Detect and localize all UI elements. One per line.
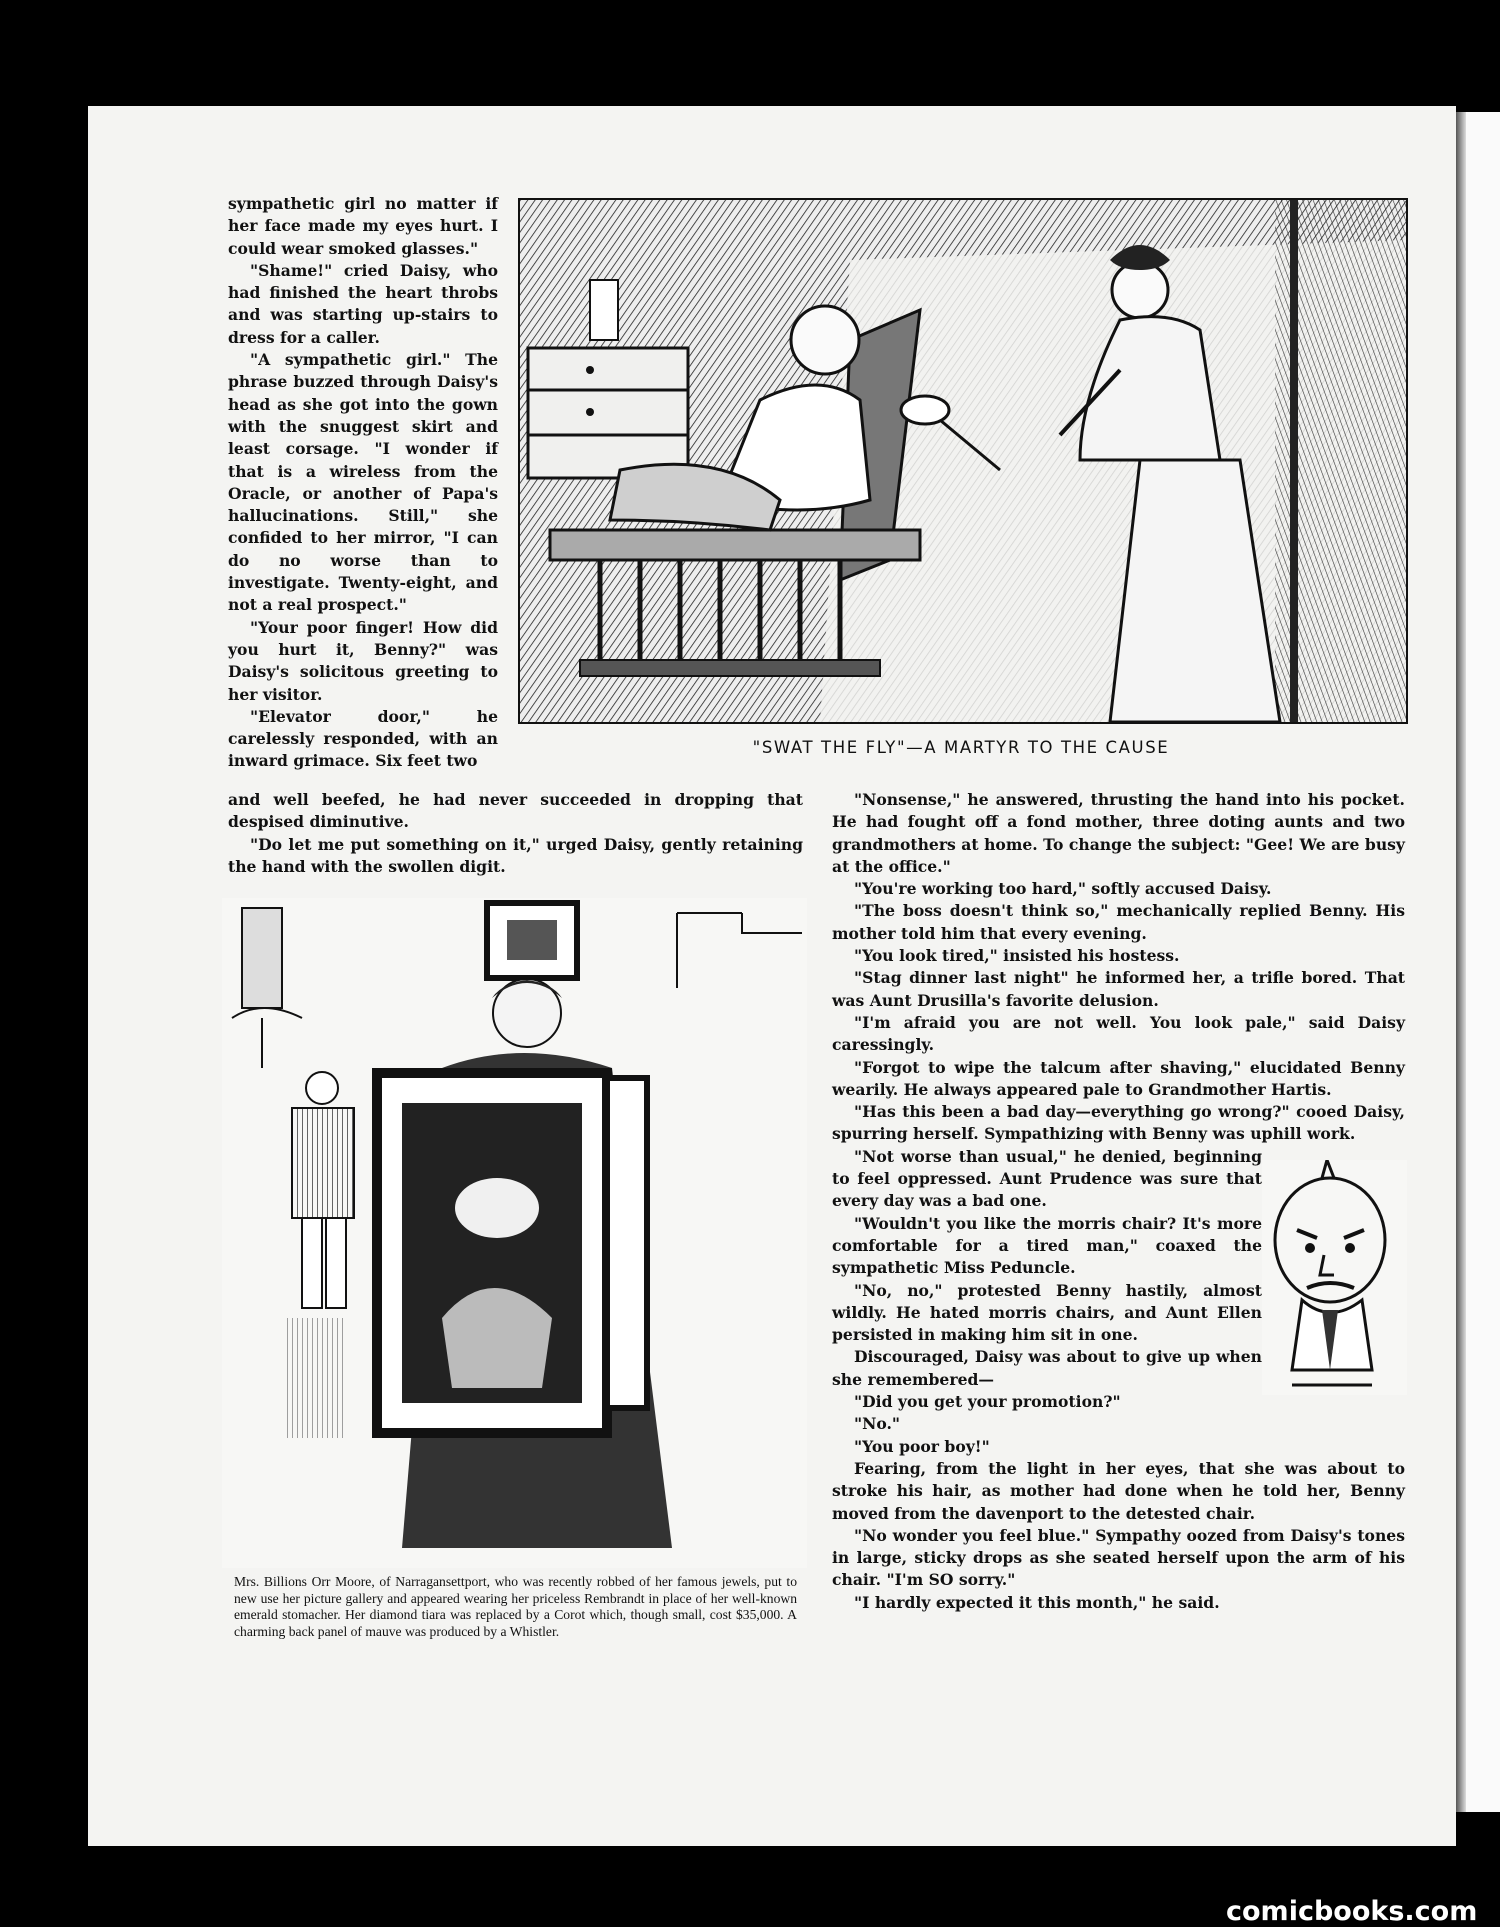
paragraph: "Do let me put something on it," urged Daisy, gently retaining the hand with the swollen digit. — [228, 834, 803, 876]
paragraph: sympathetic girl no matter if her face made my eyes hurt. I could wear smoked glasses." — [228, 194, 498, 258]
paragraph: "I'm afraid you are not well. You look pale," said Daisy caressingly. — [832, 1012, 1405, 1055]
paragraph: "You poor boy!" — [854, 1436, 990, 1456]
text-column-left-bottom — [228, 789, 803, 878]
illustration-swat-the-fly — [518, 198, 1408, 724]
paragraph: "Nonsense," he answered, thrusting the hand into his pocket. He had fought off a fond mother, three doting aunts and two grandmothers at home. To change the subject: "Gee! We are busy at the office." — [832, 790, 1405, 876]
paragraph: "Forgot to wipe the talcum after shaving," elucidated Benny wearily. He always appeared pale to Grandmother Hartis. — [832, 1057, 1405, 1099]
paragraph: "Has this been a bad day—everything go wrong?" cooed Daisy, spurring herself. Sympathizing with Benny was uphill work. — [832, 1102, 1405, 1144]
paragraph: "No." — [854, 1414, 901, 1434]
paragraph: "Elevator door," he carelessly responded, with an inward grimace. Six feet two — [228, 706, 498, 771]
paragraph: and well beefed, he had never succeeded in dropping that despised diminutive. — [228, 790, 803, 832]
paragraph: "A sympathetic girl." The phrase buzzed through Daisy's head as she got into the gown with the snuggest skirt and least corsage. "I wonder if that is a wireless from the Oracle, or another of Papa's hallucinations. Still," she confided to her mirror, "I can do no worse than to investigate. Twenty-eight, and not a real prospect." — [228, 350, 498, 615]
paragraph: "Shame!" cried Daisy, who had finished the heart throbs and was starting up-stairs to dress for a caller. — [228, 260, 498, 347]
illustration-caption-gallery: Mrs. Billions Orr Moore, of Narragansettport, who was recently robbed of her famous jewels, put to new use her picture gallery and appeared wearing her priceless Rembrandt in place of her well-known emerald stomacher. Her diamond tiara was replaced by a Corot which, though small, cost $35,000. A charming back panel of mauve was produced by a Whistler. — [234, 1574, 797, 1639]
paragraph: "You look tired," insisted his hostess. — [854, 946, 1180, 966]
paragraph: Discouraged, Daisy was about to give up when she remembered— — [832, 1347, 1262, 1389]
illustration-picture-gallery-woman — [222, 898, 807, 1568]
paragraph: "No wonder you feel blue." Sympathy oozed from Daisy's tones in large, sticky drops as she seated herself upon the arm of his chair. "I'm SO sorry." — [832, 1525, 1405, 1590]
paragraph: "You're working too hard," softly accused Daisy. — [854, 879, 1272, 899]
paragraph: "The boss doesn't think so," mechanically replied Benny. His mother told him that every evening. — [832, 901, 1405, 943]
watermark: comicbooks.com — [1226, 1896, 1478, 1927]
paragraph: "Your poor finger! How did you hurt it, Benny?" was Daisy's solicitous greeting to her visitor. — [228, 617, 498, 704]
paragraph: "I hardly expected it this month," he said. — [854, 1592, 1220, 1612]
paragraph: "No, no," protested Benny hastily, almost wildly. He hated morris chairs, and Aunt Ellen persisted in making him sit in one. — [832, 1280, 1262, 1345]
illustration-caricature-face — [1262, 1160, 1407, 1395]
paragraph: "Did you get your promotion?" — [854, 1392, 1121, 1412]
page-gutter-shadow — [1456, 112, 1466, 1812]
paragraph: Fearing, from the light in her eyes, that she was about to stroke his hair, as mother had done when he told her, Benny moved from the davenport to the detested chair. — [832, 1458, 1405, 1523]
illustration-caption-fly: "SWAT THE FLY"—A MARTYR TO THE CAUSE — [752, 738, 1170, 757]
paragraph: "Wouldn't you like the morris chair? It's more comfortable for a tired man," coaxed the sympathetic Miss Peduncle. — [832, 1213, 1262, 1278]
paragraph: "Stag dinner last night" he informed her, a trifle bored. That was Aunt Drusilla's favorite delusion. — [832, 968, 1405, 1010]
paragraph: "Not worse than usual," he denied, beginning to feel oppressed. Aunt Prudence was sure that every day was a bad one. — [832, 1146, 1262, 1211]
text-column-left-top — [228, 193, 498, 773]
